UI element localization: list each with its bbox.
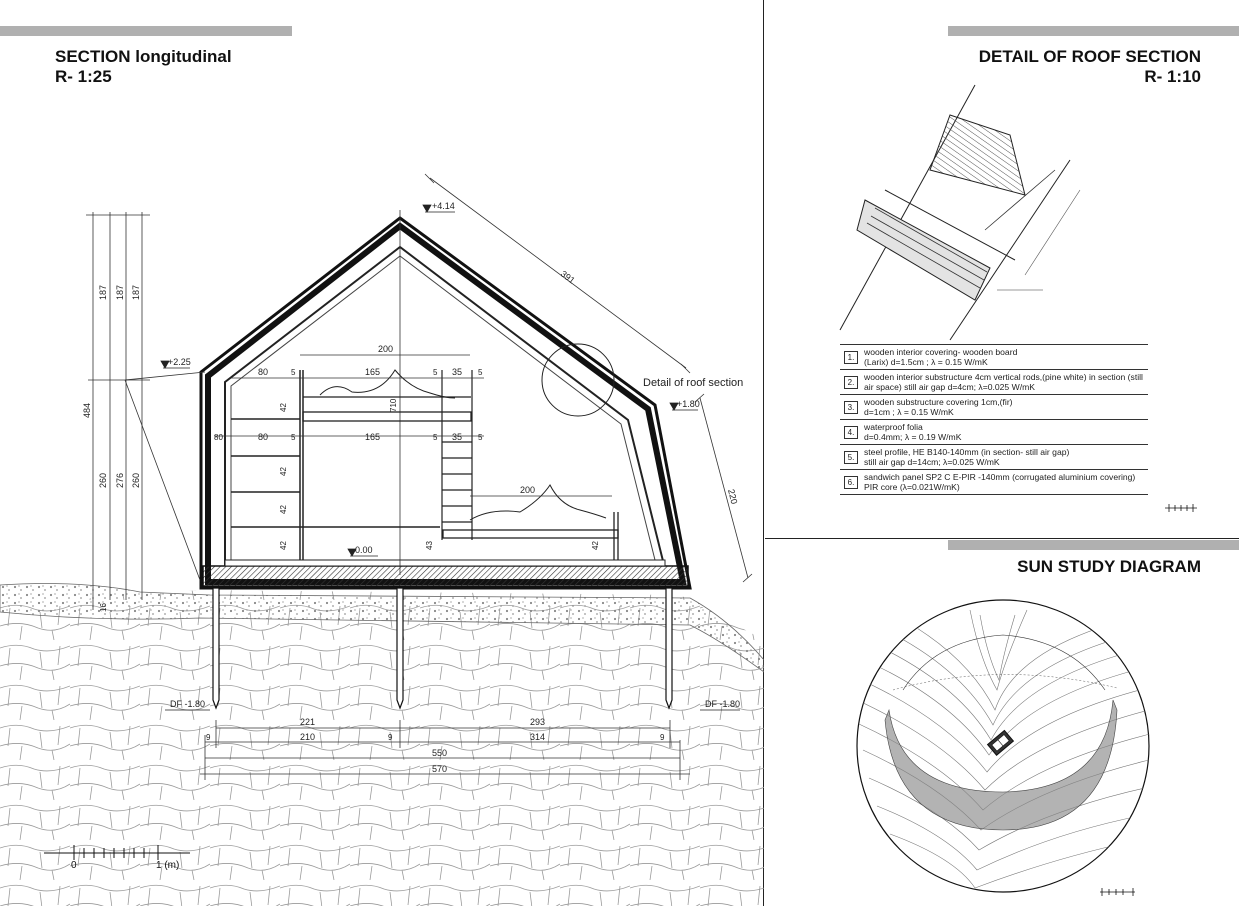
legend-row [840, 370, 1148, 395]
dim-upper-35: 35 [452, 367, 463, 377]
floor-finish [225, 560, 665, 566]
dim-bunk-width: 200 [378, 344, 394, 354]
dim-bottom-570: 570 [432, 764, 448, 774]
legend-number: 5. [844, 451, 858, 464]
dim-bottom-550: 550 [432, 748, 448, 758]
dim-left-187a: 187 [98, 284, 108, 300]
dim-mid-80a: 80 [214, 433, 223, 442]
dim-shelf-1: 42 [279, 403, 288, 412]
dim-bottom-9a: 9 [206, 733, 211, 742]
legend-line: (Larix) d=1.5cm ; λ = 0.15 W/mK [864, 357, 988, 367]
dim-shelf-5: 42 [591, 541, 600, 550]
dim-upper-165: 165 [365, 367, 381, 377]
dim-mid-5c: 5 [478, 433, 483, 442]
dim-left-16: 16 [99, 603, 108, 612]
scale-bar-end: 1 (m) [156, 860, 180, 871]
roof-detail-steel-profile [930, 115, 1025, 195]
shelving-unit [231, 370, 440, 560]
legend-row [840, 470, 1148, 495]
legend-text [864, 372, 1148, 392]
dim-center-height: 710 [389, 398, 398, 412]
dim-bottom-293: 293 [530, 717, 546, 727]
legend-line: sandwich panel SP2 C E-PIR -140mm (corrugated aluminium covering) [864, 472, 1136, 482]
dim-bottom-314: 314 [530, 732, 546, 742]
roof-detail-panel [765, 0, 1239, 539]
legend-line: waterproof folia [864, 422, 923, 432]
dim-left-187b: 187 [115, 284, 125, 300]
legend-text [864, 347, 1148, 367]
dim-interior-43: 43 [425, 541, 434, 550]
roof-detail-scale-bar [1165, 504, 1197, 512]
floor-slab [203, 566, 688, 586]
roof-layer-legend [840, 344, 1148, 495]
legend-line: wooden substructure covering 1cm,(fir) [864, 397, 1013, 407]
dim-left-276: 276 [115, 472, 125, 488]
legend-text [864, 447, 1148, 467]
dim-bottom-221: 221 [300, 717, 316, 727]
legend-text [864, 472, 1148, 492]
dim-mid-5a: 5 [291, 433, 296, 442]
dim-bottom-9b: 9 [388, 733, 393, 742]
sun-study-panel [765, 540, 1239, 906]
legend-line: d=0.4mm; λ = 0.19 W/mK [864, 432, 962, 442]
legend-line: wooden interior substructure 4cm vertical rods,(pine white) in section (still [864, 372, 1143, 382]
dim-shelf-2: 42 [279, 467, 288, 476]
level-foundation-right: DF -1.80 [705, 699, 741, 709]
level-eave-right: +1.80 [677, 399, 700, 409]
roof-detail-title-text: DETAIL OF ROOF SECTION [978, 47, 1201, 66]
legend-row [840, 395, 1148, 420]
house-inner-lining [231, 256, 655, 560]
legend-row [840, 344, 1148, 370]
ladder [442, 370, 472, 540]
dim-mid-165: 165 [365, 432, 381, 442]
legend-line: wooden interior covering- wooden board [864, 347, 1018, 357]
legend-text [864, 397, 1148, 417]
dim-bottom-210: 210 [300, 732, 316, 742]
legend-row [840, 445, 1148, 470]
legend-number: 3. [844, 401, 858, 414]
dim-upper-80: 80 [258, 367, 269, 377]
scale-bar-start: 0 [71, 860, 77, 871]
legend-text [864, 422, 1148, 442]
legend-line: steel profile, HE B140-140mm (in section- still air gap) [864, 447, 1070, 457]
dim-right-wall: 220 [726, 488, 740, 506]
legend-row [840, 420, 1148, 445]
dim-mid-5b: 5 [433, 433, 438, 442]
legend-line: air space) still air gap d=4cm; λ=0.025 W/mK [864, 382, 1035, 392]
dim-lower-bed: 200 [520, 485, 536, 495]
legend-number: 4. [844, 426, 858, 439]
legend-line: still air gap d=14cm; λ=0.025 W/mK [864, 457, 1000, 467]
level-ridge: +4.14 [432, 201, 455, 211]
dim-roof-slope: 391 [558, 268, 577, 286]
level-eave-left: +2.25 [168, 357, 191, 367]
dim-shelf-4: 42 [279, 541, 288, 550]
dim-shelf-3: 42 [279, 505, 288, 514]
legend-number: 6. [844, 476, 858, 489]
roof-detail-layers [857, 200, 990, 300]
dim-left-260b: 260 [131, 472, 141, 488]
dim-upper-5a: 5 [291, 368, 296, 377]
roof-detail-scale: R- 1:10 [1144, 67, 1201, 86]
sun-study-drawing [765, 540, 1239, 906]
legend-line: PIR core (λ=0.021W/mK) [864, 482, 960, 492]
dim-left-187c: 187 [131, 284, 141, 300]
sun-study-scale-bar [1100, 888, 1135, 896]
sun-study-title: SUN STUDY DIAGRAM [1017, 557, 1201, 576]
legend-line: d=1cm ; λ = 0.15 W/mK [864, 407, 954, 417]
section-scale: R- 1:25 [55, 67, 112, 86]
dim-upper-5b: 5 [433, 368, 438, 377]
legend-number: 2. [844, 376, 858, 389]
left-vertical-dimensions [86, 212, 150, 610]
level-foundation-left: DF -1.80 [170, 699, 206, 709]
ground-rock [0, 590, 764, 906]
section-title-text: SECTION longitudinal [55, 47, 232, 66]
dim-mid-35: 35 [452, 432, 463, 442]
dim-upper-5c: 5 [478, 368, 483, 377]
house-outer-shell [201, 218, 690, 588]
dim-mid-80b: 80 [258, 432, 269, 442]
dim-bottom-9c: 9 [660, 733, 665, 742]
house-inner-shell [225, 247, 664, 565]
dim-left-484: 484 [82, 402, 92, 418]
dim-left-260a: 260 [98, 472, 108, 488]
legend-number: 1. [844, 351, 858, 364]
level-floor: 0.00 [355, 545, 373, 555]
detail-callout-label: Detail of roof section [643, 377, 744, 389]
